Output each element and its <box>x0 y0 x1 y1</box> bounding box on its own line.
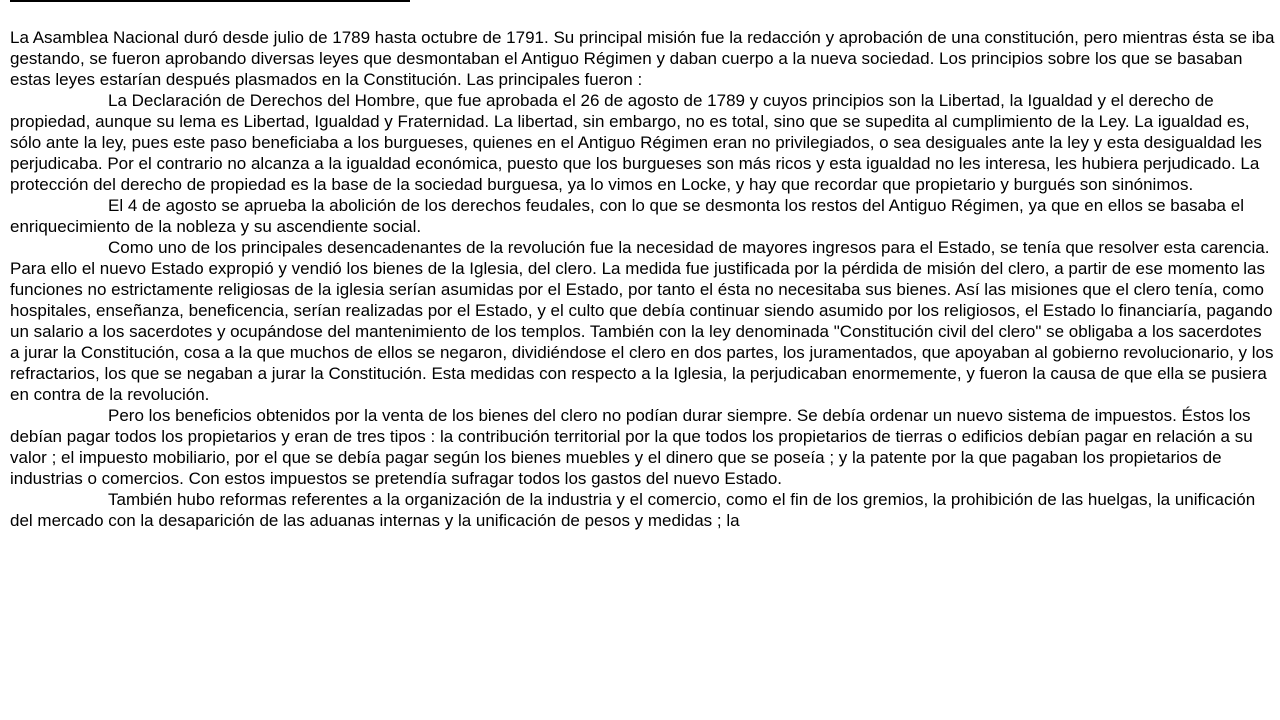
paragraph-bienes-iglesia: Como uno de los principales desencadenantes de la revolución fue la necesidad de mayores ingresos para el Estado, se tenía que resolver esta carencia. Para ello el nuevo Estado expropió y vendió los bienes de la Iglesia, del clero. La medida fue justificada por la pérdida de misión del clero, a partir de ese momento las funciones no estrictamente religiosas de la iglesia serían asumidas por el Estado, por tanto el ésta no necesitaba sus bienes. Así las misiones que el clero tenía, como hospitales, enseñanza, beneficencia, serían realizadas por el Estado, y el culto que debía continuar siendo asumido por los religiosos, el Estado lo financiaría, pagando un salario a los sacerdotes y ocupándose del mantenimiento de los templos. También con la ley denominada "Constitución civil del clero" se obligaba a los sacerdotes a jurar la Constitución, cosa a la que muchos de ellos se negaron, dividiéndose el clero en dos partes, los juramentados, que apoyaban al gobierno revolucionario, y los refractarios, los que se negaban a jurar la Constitución. Esta medidas con respecto a la Iglesia, la perjudicaban enormemente, y fueron la causa de que ella se pusiera en contra de la revolución. <box>10 238 1274 404</box>
paragraph-impuestos: Pero los beneficios obtenidos por la venta de los bienes del clero no podían durar siempre. Se debía ordenar un nuevo sistema de impuestos. Éstos los debían pagar todos los propietarios y eran de tres tipos : la contribución territorial por la que todos los propietarios de tierras o edificios debían pagar en relación a su valor ; el impuesto mobiliario, por el que se debía pagar según los bienes muebles y el dinero que se poseía ; y la patente por la que pagaban los propietarios de industrias o comercios. Con estos impuestos se pretendía sufragar todos los gastos del nuevo Estado. <box>10 406 1253 488</box>
paragraph-declaracion-derechos: La Declaración de Derechos del Hombre, que fue aprobada el 26 de agosto de 1789 y cuyos principios son la Libertad, la Igualdad y el derecho de propiedad, aunque su lema es Libertad, Igualdad y Fraternidad. La libertad, sin embargo, no es total, sino que se supedita al cumplimiento de la Ley. La igualdad es, sólo ante la ley, pues este paso beneficiaba a los burgueses, quienes en el Antiguo Régimen eran no privilegiados, o sea desiguales ante la ley y esta desigualdad les perjudicaba. Por el contrario no alcanza a la igualdad económica, puesto que los burgueses son más ricos y esta igualdad no les interesa, les hubiera perjudicado. La protección del derecho de propiedad es la base de la sociedad burguesa, ya lo vimos en Locke, y hay que recordar que propietario y burgués son sinónimos. <box>10 91 1262 194</box>
paragraph-abolicion-feudal: El 4 de agosto se aprueba la abolición de los derechos feudales, con lo que se desmonta los restos del Antiguo Régimen, ya que en ellos se basaba el enriquecimiento de la nobleza y su ascendiente social. <box>10 196 1244 236</box>
top-rule <box>10 0 410 2</box>
paragraph-intro: La Asamblea Nacional duró desde julio de 1789 hasta octubre de 1791. Su principal misión fue la redacción y aprobación de una constitución, pero mientras ésta se iba gestando, se fueron aprobando diversas leyes que desmontaban el Antiguo Régimen y daban cuerpo a la nueva sociedad. Los principios sobre los que se basaban estas leyes estarían después plasmados en la Constitución. Las principales fueron : <box>10 28 1275 89</box>
document-body <box>10 27 1275 531</box>
paragraph-reformas-industria: También hubo reformas referentes a la organización de la industria y el comercio, como el fin de los gremios, la prohibición de las huelgas, la unificación del mercado con la desaparición de las aduanas internas y la unificación de pesos y medidas ; la <box>10 490 1256 530</box>
